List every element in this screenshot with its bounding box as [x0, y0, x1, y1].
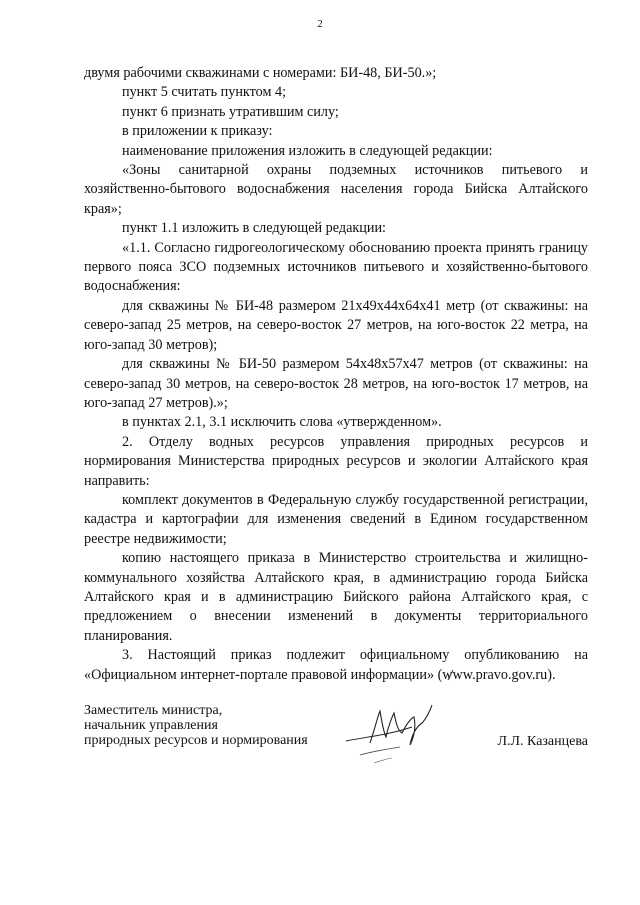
- signatory-title: [84, 703, 308, 748]
- paragraph: 3. Настоящий приказ подлежит официальному опубликованию на «Официальном интернет-портале правовой информации» (www.pravo.gov.ru).: [84, 647, 588, 683]
- pen-mark-icon: [447, 669, 455, 681]
- signatory-title-line: Заместитель министра,: [84, 703, 223, 718]
- paragraph: для скважины № БИ-50 размером 54х48х57х47 метров (от скважины: на северо-запад 30 метров, на северо-восток 28 метров, на юго-восток 17 метров, на юго-запад 27 метров).»;: [84, 356, 588, 411]
- paragraph: пункт 5 считать пунктом 4;: [122, 84, 287, 101]
- paragraph: в приложении к приказу:: [122, 123, 273, 140]
- paragraph: наименование приложения изложить в следующей редакции:: [122, 142, 493, 159]
- paragraph: в пунктах 2.1, 3.1 исключить слова «утвержденном».: [122, 414, 442, 431]
- paragraph: пункт 6 признать утратившим силу;: [122, 103, 339, 120]
- paragraph: для скважины № БИ-48 размером 21х49х44х64х41 метр (от скважины: на северо-запад 25 метров, на северо-восток 27 метров, на юго-восток 22 метра, на юго-запад 30 метров);: [84, 297, 588, 353]
- handwritten-signature-icon: [340, 697, 440, 767]
- paragraph: «1.1. Согласно гидрогеологическому обоснованию проекта принять границу первого пояса ЗСО подземных источников питьевого и хозяйственно-бытового водоснабжения:: [84, 239, 588, 295]
- signatory-title-line: начальник управления: [84, 718, 218, 733]
- paragraph: пункт 1.1 изложить в следующей редакции:: [122, 220, 386, 237]
- paragraph: двумя рабочими скважинами с номерами: БИ-48, БИ-50.»;: [84, 65, 437, 81]
- signatory-name: Л.Л. Казанцева: [497, 734, 588, 749]
- document-body: [84, 64, 588, 685]
- paragraph: 2. Отделу водных ресурсов управления природных ресурсов и нормирования Министерства природных ресурсов и экологии Алтайского края направить:: [84, 433, 588, 489]
- paragraph: «Зоны санитарной охраны подземных источников питьевого и хозяйственно-бытового водоснабжения населения города Бийска Алтайского края»;: [84, 162, 588, 217]
- signature-block: [84, 703, 588, 783]
- paragraph: комплект документов в Федеральную службу государственной регистрации, кадастра и картографии для изменения сведений в Едином государственном реестре недвижимости;: [84, 491, 588, 547]
- page-number: 2: [317, 18, 323, 30]
- signatory-title-line: природных ресурсов и нормирования: [84, 733, 308, 748]
- paragraph: копию настоящего приказа в Министерство строительства и жилищно-коммунального хозяйства Алтайского края, в администрацию города Бийска Алтайского края и в администрацию Бийского района Алтайского края, с предложением о внесении изменений в документы территориального планирования.: [84, 550, 588, 644]
